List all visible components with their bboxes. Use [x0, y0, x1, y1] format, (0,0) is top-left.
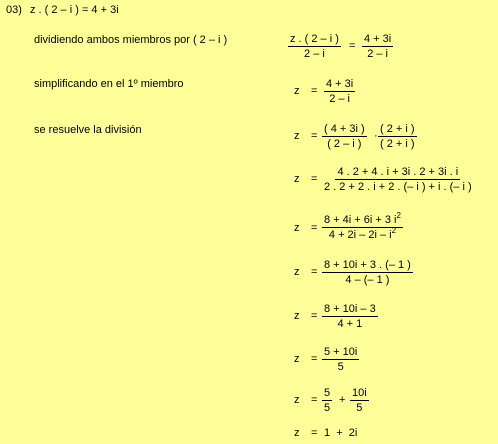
- deriv6-plus: +: [339, 394, 346, 406]
- step1-lhs-numerator: z . ( 2 – i ): [290, 33, 339, 45]
- step2-z: z: [294, 85, 300, 97]
- deriv6-fraction-1: [322, 387, 332, 414]
- deriv5-numerator: 5 + 10i: [324, 346, 358, 358]
- step2-denominator: 2 – i: [329, 93, 350, 105]
- deriv2-fraction: [322, 211, 403, 241]
- deriv1-z: z: [294, 173, 300, 185]
- step3-numerator-b: ( 2 + i ): [380, 123, 415, 135]
- step2-fraction: [324, 78, 355, 105]
- deriv6-numerator-1: 5: [324, 387, 331, 399]
- step3-z: z: [294, 130, 300, 142]
- deriv4-fraction: [322, 303, 378, 330]
- deriv5-z: z: [294, 353, 300, 365]
- deriv6-fraction-2: [350, 387, 369, 414]
- deriv3-fraction: [322, 259, 413, 286]
- deriv6-denominator-1: 5: [324, 402, 331, 414]
- result-equals: =: [311, 427, 318, 439]
- step3-denominator-a: ( 2 – i ): [327, 138, 362, 150]
- result-value: 1 + 2i: [324, 427, 358, 439]
- deriv6-denominator-2: 5: [356, 402, 363, 414]
- problem-number: 03): [6, 4, 22, 16]
- deriv2-denominator-base: 4 + 2i – 2i – i: [328, 229, 392, 241]
- deriv1-equals: =: [311, 173, 318, 185]
- step1-rhs-denominator: 2 – i: [367, 48, 388, 60]
- deriv2-z: z: [294, 222, 300, 234]
- step1-rhs-fraction: [362, 33, 393, 60]
- deriv1-denominator: 2 . 2 + 2 . i + 2 . (– i ) + i . (– i ): [324, 181, 472, 193]
- problem-equation: z . ( 2 – i ) = 4 + 3i: [30, 4, 119, 16]
- deriv6-z: z: [294, 394, 300, 406]
- step3-denominator-b: ( 2 + i ): [380, 138, 415, 150]
- deriv3-z: z: [294, 266, 300, 278]
- step3-dot: ·: [374, 130, 378, 142]
- deriv4-numerator: 8 + 10i – 3: [324, 303, 376, 315]
- deriv4-equals: =: [311, 310, 318, 322]
- step1-rhs-numerator: 4 + 3i: [364, 33, 392, 45]
- step1-equals: =: [349, 40, 356, 52]
- deriv5-fraction: [322, 346, 359, 373]
- step3-numerator-a: ( 4 + 3i ): [324, 123, 365, 135]
- deriv3-denominator: 4 – (– 1 ): [345, 274, 390, 286]
- deriv1-fraction: [322, 166, 474, 193]
- step3-fraction-a: [322, 123, 367, 150]
- step-label-divide: dividiendo ambos miembros por ( 2 – i ): [34, 34, 228, 46]
- deriv3-numerator: 8 + 10i + 3 . (– 1 ): [324, 259, 411, 271]
- deriv2-numerator-base: 8 + 4i + 6i + 3 i: [324, 214, 397, 226]
- deriv5-denominator: 5: [337, 361, 344, 373]
- step2-numerator: 4 + 3i: [326, 78, 354, 90]
- result-z: z: [294, 427, 300, 439]
- step3-fraction-b: [378, 123, 417, 150]
- deriv2-equals: =: [311, 222, 318, 234]
- deriv3-equals: =: [311, 266, 318, 278]
- deriv6-equals: =: [311, 394, 318, 406]
- step-label-simplify: simplificando en el 1º miembro: [34, 78, 184, 90]
- deriv4-denominator: 4 + 1: [337, 318, 363, 330]
- deriv5-equals: =: [311, 353, 318, 365]
- deriv2-numerator-exponent: 2: [396, 211, 401, 220]
- deriv2-denominator: [327, 228, 398, 241]
- deriv1-numerator: 4 . 2 + 4 . i + 3i . 2 + 3i . i: [337, 166, 459, 178]
- step3-equals: =: [311, 130, 318, 142]
- deriv2-denominator-exponent: 2: [391, 226, 397, 235]
- step1-lhs-denominator: 2 – i: [304, 48, 325, 60]
- step1-lhs-fraction: [288, 33, 341, 60]
- step2-equals: =: [311, 85, 318, 97]
- deriv4-z: z: [294, 310, 300, 322]
- step-label-divide-resolve: se resuelve la división: [34, 124, 142, 136]
- deriv6-numerator-2: 10i: [352, 387, 367, 399]
